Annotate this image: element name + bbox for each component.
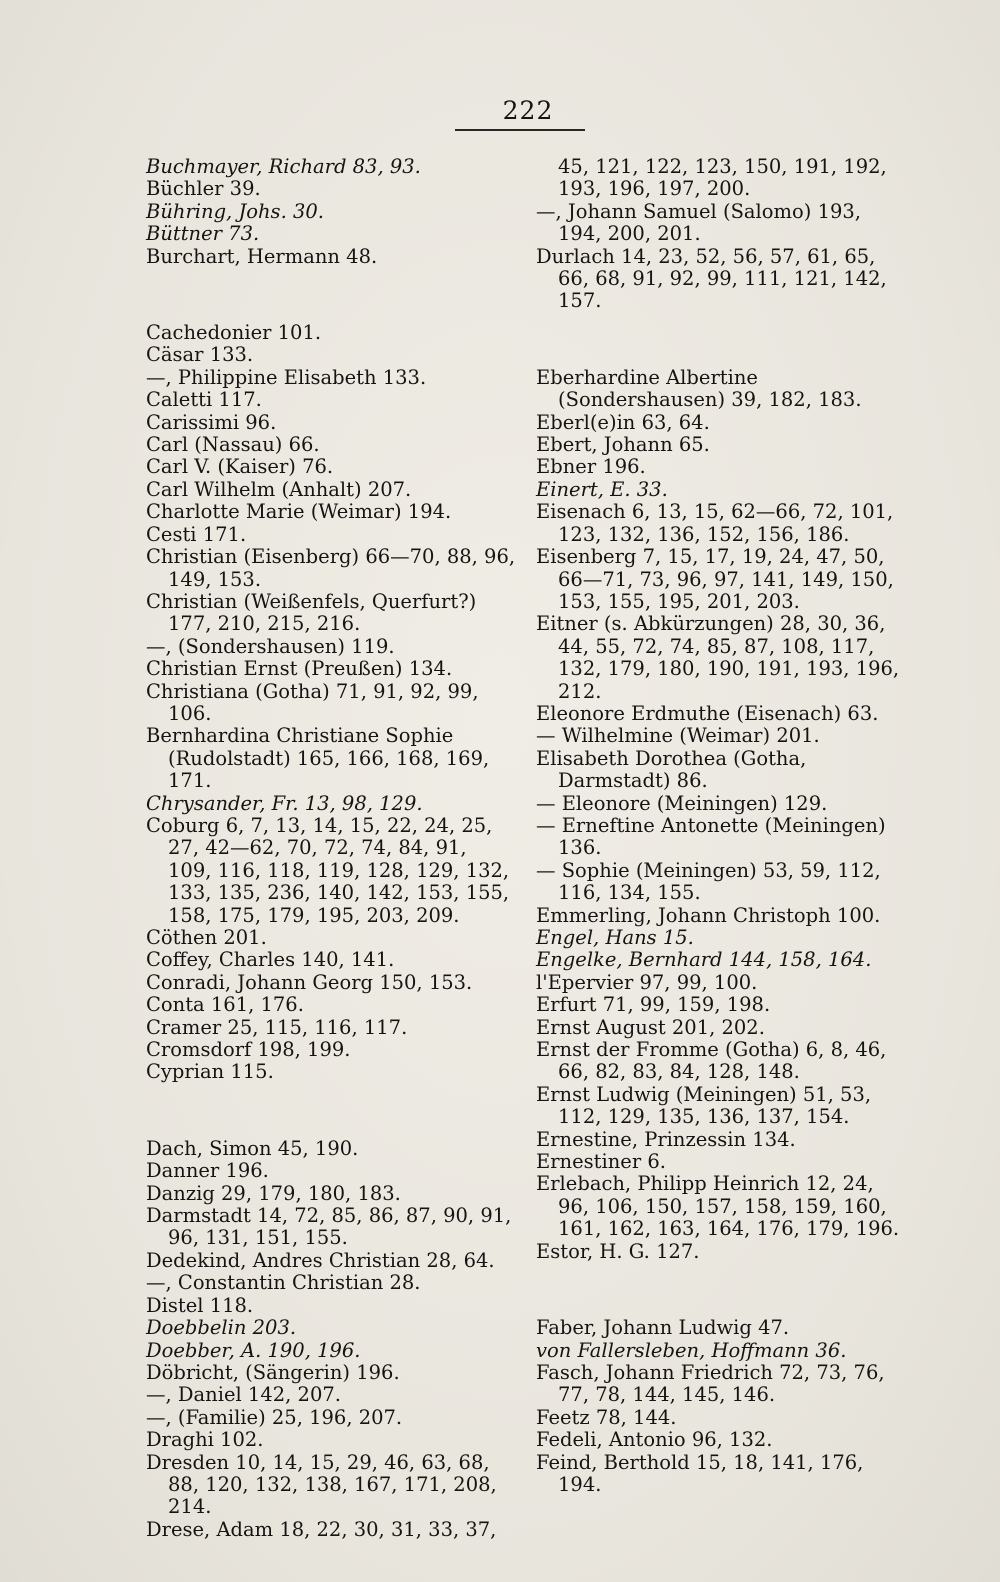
index-entry: Einert, E. 33. bbox=[536, 477, 668, 501]
index-entry: — Sophie (Meiningen) 53, 59, 112, 116, 134, 155. bbox=[536, 858, 881, 905]
index-entry: Ebner 196. bbox=[536, 455, 646, 479]
index-entry: Danner 196. bbox=[146, 1159, 269, 1183]
section-gap bbox=[536, 1279, 908, 1301]
index-entry: —, Philippine Elisabeth 133. bbox=[146, 365, 427, 389]
index-entry: Ebert, Johann 65. bbox=[536, 433, 710, 457]
index-entry-continuation: 45, 121, 122, 123, 150, 191, 192, 193, 196, 197, 200. bbox=[558, 155, 887, 201]
index-entry: Cöthen 201. bbox=[146, 926, 267, 949]
index-entry: Charlotte Marie (Weimar) 194. bbox=[146, 500, 452, 524]
index-entry: Eisenach 6, 13, 15, 62—66, 72, 101, 123, 132, 136, 152, 156, 186. bbox=[536, 500, 894, 546]
index-entry: Fedeli, Antonio 96, 132. bbox=[536, 1428, 773, 1452]
index-entry: Büchler 39. bbox=[146, 177, 261, 201]
index-entry: Dresden 10, 14, 15, 29, 46, 63, 68, 88, 120, 132, 138, 167, 171, 208, 214. bbox=[146, 1450, 497, 1519]
index-entry: —, Johann Samuel (Salomo) 193, 194, 200, 201. bbox=[536, 199, 861, 246]
index-entry: Büttner 73. bbox=[146, 222, 260, 246]
index-entry: Eisenberg 7, 15, 17, 19, 24, 47, 50, 66—71, 73, 96, 97, 141, 149, 150, 153, 155, 195, 201, 203. bbox=[536, 545, 894, 613]
index-entry: Engel, Hans 15. bbox=[536, 926, 694, 949]
index-entry: Feetz 78, 144. bbox=[536, 1405, 677, 1429]
index-entry: Danzig 29, 179, 180, 183. bbox=[146, 1181, 401, 1205]
index-column-right bbox=[536, 156, 908, 1496]
index-entry: Cyprian 115. bbox=[146, 1060, 274, 1084]
index-entry: Burchart, Hermann 48. bbox=[146, 244, 378, 268]
index-entry: Ernestine, Prinzessin 134. bbox=[536, 1127, 796, 1151]
index-entry: Eberl(e)in 63, 64. bbox=[536, 410, 710, 434]
page-number: 222 bbox=[502, 96, 554, 125]
index-entry: Christian (Weißenfels, Querfurt?) 177, 210, 215, 216. bbox=[146, 589, 477, 636]
index-entry: Ernestiner 6. bbox=[536, 1150, 666, 1174]
index-entry: Distel 118. bbox=[146, 1293, 254, 1317]
index-entry: Carl (Nassau) 66. bbox=[146, 433, 320, 457]
index-entry: Erlebach, Philipp Heinrich 12, 24, 96, 106, 150, 157, 158, 159, 160, 161, 162, 163, 164, 176, 179, 196. bbox=[536, 1172, 900, 1241]
index-entry: von Fallersleben, Hoffmann 36. bbox=[536, 1338, 847, 1362]
index-entry: —, (Familie) 25, 196, 207. bbox=[146, 1405, 403, 1429]
index-entry: Buchmayer, Richard 83, 93. bbox=[146, 155, 421, 178]
index-entry: Christiana (Gotha) 71, 91, 92, 99, 106. bbox=[146, 679, 479, 725]
index-entry: l'Epervier 97, 99, 100. bbox=[536, 970, 758, 994]
index-entry: — Wilhelmine (Weimar) 201. bbox=[536, 724, 820, 748]
index-entry: Eleonore Erdmuthe (Eisenach) 63. bbox=[536, 701, 879, 725]
index-entry: Ernst August 201, 202. bbox=[536, 1015, 765, 1039]
index-entry: Christian Ernst (Preußen) 134. bbox=[146, 657, 453, 681]
index-entry: Drese, Adam 18, 22, 30, 31, 33, 37, bbox=[146, 1517, 497, 1541]
index-entry: —, Constantin Christian 28. bbox=[146, 1271, 421, 1295]
index-column-left bbox=[146, 156, 516, 1541]
index-entry: Bühring, Johs. 30. bbox=[146, 199, 324, 223]
index-entry: Christian (Eisenberg) 66—70, 88, 96, 149, 153. bbox=[146, 545, 516, 591]
index-entry: Dach, Simon 45, 190. bbox=[146, 1136, 359, 1160]
index-entry: Chrysander, Fr. 13, 98, 129. bbox=[146, 791, 423, 815]
index-entry: Feind, Berthold 15, 18, 141, 176, 194. bbox=[536, 1450, 864, 1496]
index-entry: Durlach 14, 23, 52, 56, 57, 61, 65, 66, 68, 91, 92, 99, 111, 121, 142, 157. bbox=[536, 244, 887, 313]
index-entry: Coburg 6, 7, 13, 14, 15, 22, 24, 25, 27, 42—62, 70, 72, 74, 84, 91, 109, 116, 118, 119, 128, 129, 132, 133, 135, 236, 140, 142, 153, 155, 158, 175, 179, 195, 203, 209. bbox=[146, 813, 510, 927]
index-entry: Döbricht, (Sängerin) 196. bbox=[146, 1360, 400, 1384]
index-entry: Carl V. (Kaiser) 76. bbox=[146, 455, 334, 479]
index-entry: Cromsdorf 198, 199. bbox=[146, 1038, 351, 1062]
index-entry: Carl Wilhelm (Anhalt) 207. bbox=[146, 477, 412, 501]
section-gap bbox=[146, 284, 516, 306]
index-entry: Cesti 171. bbox=[146, 522, 247, 546]
index-entry: —, Daniel 142, 207. bbox=[146, 1383, 341, 1407]
index-entry: Doebber, A. 190, 196. bbox=[146, 1338, 361, 1362]
index-entry: Cäsar 133. bbox=[146, 343, 254, 367]
index-entry: Conta 161, 176. bbox=[146, 993, 304, 1017]
index-entry: — Eleonore (Meiningen) 129. bbox=[536, 791, 828, 815]
section-gap bbox=[536, 329, 908, 351]
index-entry: Eberhardine Albertine (Sondershausen) 39, 182, 183. bbox=[536, 365, 862, 412]
index-entry: Estor, H. G. 127. bbox=[536, 1239, 700, 1263]
index-entry: Elisabeth Dorothea (Gotha, Darmstadt) 86. bbox=[536, 746, 807, 793]
index-entry: Fasch, Johann Friedrich 72, 73, 76, 77, 78, 144, 145, 146. bbox=[536, 1360, 885, 1407]
index-entry: Ernst der Fromme (Gotha) 6, 8, 46, 66, 82, 83, 84, 128, 148. bbox=[536, 1038, 887, 1084]
index-entry: Darmstadt 14, 72, 85, 86, 87, 90, 91, 96, 131, 151, 155. bbox=[146, 1204, 512, 1250]
index-entry: Dedekind, Andres Christian 28, 64. bbox=[146, 1248, 495, 1272]
index-entry: Cramer 25, 115, 116, 117. bbox=[146, 1015, 408, 1039]
index-entry: Ernst Ludwig (Meiningen) 51, 53, 112, 129, 135, 136, 137, 154. bbox=[536, 1082, 872, 1129]
index-entry: Bernhardina Christiane Sophie (Rudolstadt) 165, 166, 168, 169, 171. bbox=[146, 724, 490, 793]
index-entry: Caletti 117. bbox=[146, 388, 262, 412]
index-entry: — Erneftine Antonette (Meiningen) 136. bbox=[536, 813, 886, 860]
index-entry: Eitner (s. Abkürzungen) 28, 30, 36, 44, 55, 72, 74, 85, 87, 108, 117, 132, 179, 180, 190, 191, 193, 196, 212. bbox=[536, 612, 900, 703]
index-entry: Carissimi 96. bbox=[146, 410, 277, 434]
index-entry: Emmerling, Johann Christoph 100. bbox=[536, 903, 881, 927]
section-gap bbox=[146, 1100, 516, 1122]
index-entry: Conradi, Johann Georg 150, 153. bbox=[146, 970, 473, 994]
index-entry: Engelke, Bernhard 144, 158, 164. bbox=[536, 948, 872, 972]
index-entry: Doebbelin 203. bbox=[146, 1316, 297, 1340]
index-entry: Faber, Johann Ludwig 47. bbox=[536, 1316, 790, 1340]
header-rule bbox=[455, 129, 585, 131]
index-entry: Erfurt 71, 99, 159, 198. bbox=[536, 993, 771, 1017]
index-entry: Cachedonier 101. bbox=[146, 321, 322, 345]
index-entry: Coffey, Charles 140, 141. bbox=[146, 948, 395, 972]
index-entry: Draghi 102. bbox=[146, 1428, 264, 1452]
index-entry: —, (Sondershausen) 119. bbox=[146, 634, 395, 658]
